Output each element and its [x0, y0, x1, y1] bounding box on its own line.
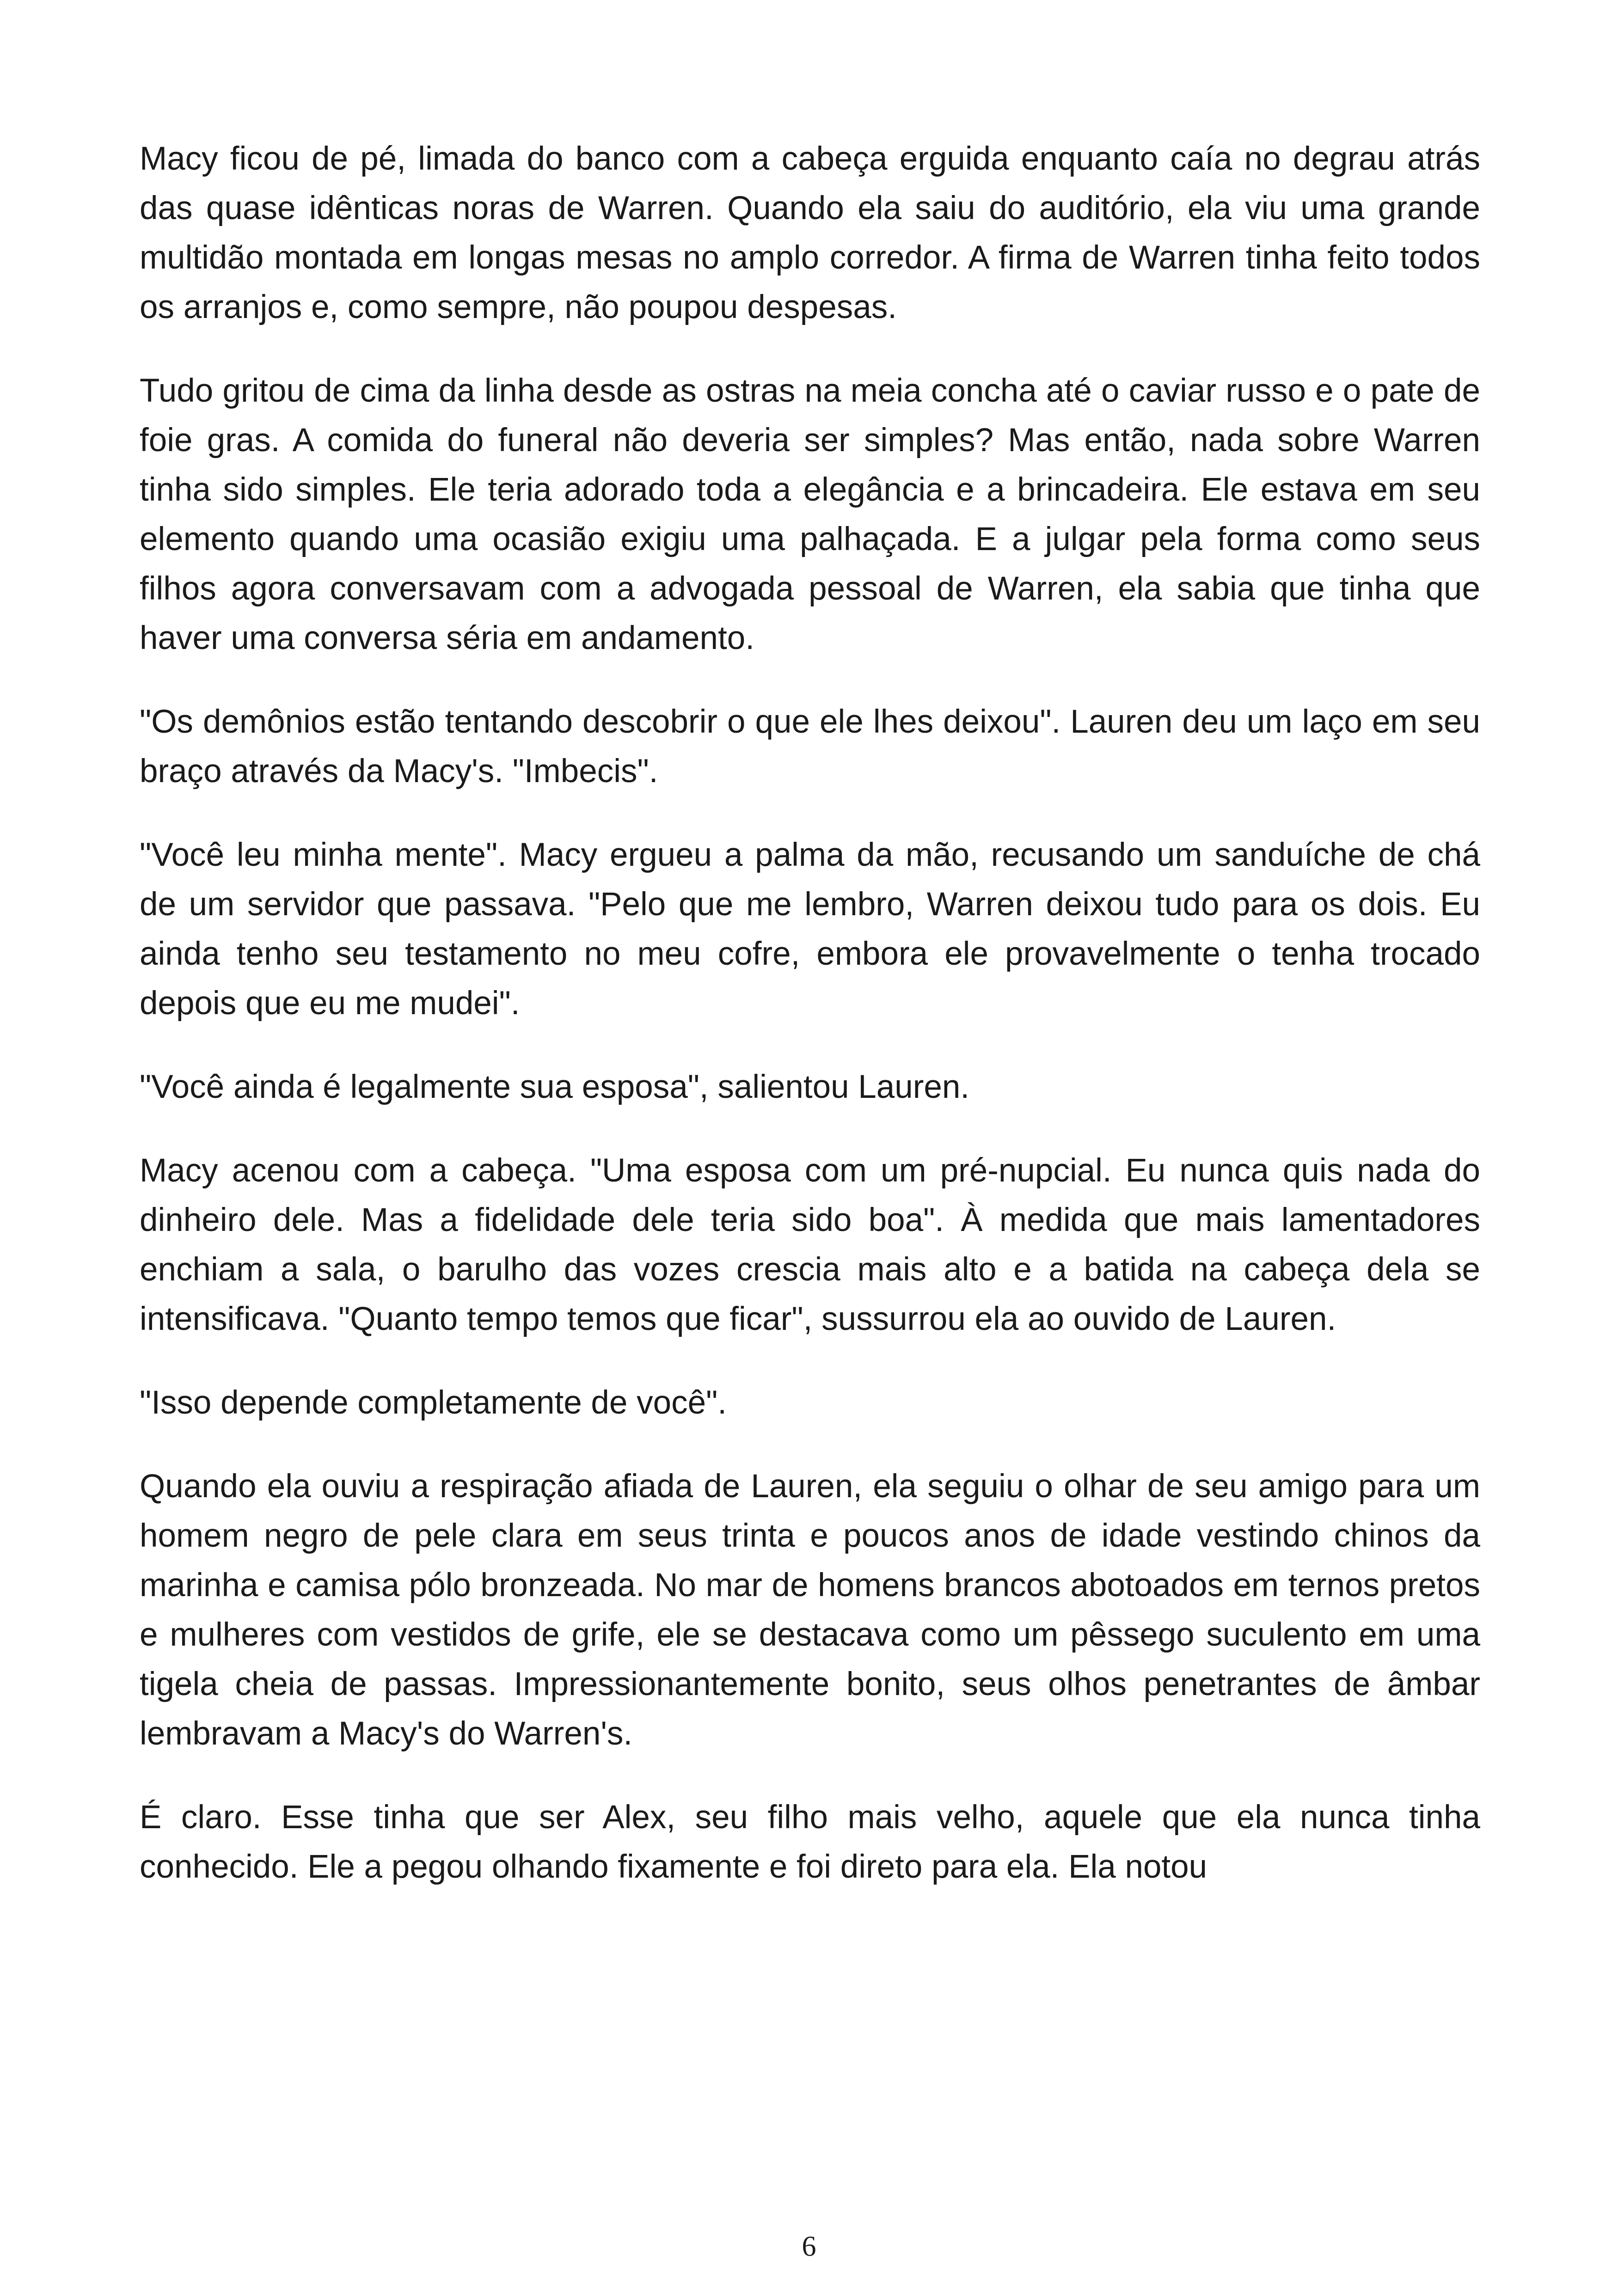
paragraph: "Você ainda é legalmente sua esposa", salientou Lauren. [140, 1069, 970, 1105]
paragraph: É claro. Esse tinha que ser Alex, seu filho mais velho, aquele que ela nunca tinha conhecido. Ele a pegou olhando fixamente e foi direto para ela. Ela notou [140, 1799, 1480, 1885]
page-number: 6 [802, 2231, 816, 2262]
body-text [140, 134, 1480, 1892]
paragraph: Macy ficou de pé, limada do banco com a cabeça erguida enquanto caía no degrau atrás das quase idênticas noras de Warren. Quando ela saiu do auditório, ela viu uma grande multidão montada em longas mesas no amplo corredor. A firma de Warren tinha feito todos os arranjos e, como sempre, não poupou despesas. [140, 141, 1480, 325]
paragraph: "Você leu minha mente". Macy ergueu a palma da mão, recusando um sanduíche de chá de um servidor que passava. "Pelo que me lembro, Warren deixou tudo para os dois. Eu ainda tenho seu testamento no meu cofre, embora ele provavelmente o tenha trocado depois que eu me mudei". [140, 837, 1480, 1022]
paragraph: Quando ela ouviu a respiração afiada de Lauren, ela seguiu o olhar de seu amigo para um homem negro de pele clara em seus trinta e poucos anos de idade vestindo chinos da marinha e camisa pólo bronzeada. No mar de homens brancos abotoados em ternos pretos e mulheres com vestidos de grife, ele se destacava como um pêssego suculento em uma tigela cheia de passas. Impressionantemente bonito, seus olhos penetrantes de âmbar lembravam a Macy's do Warren's. [140, 1468, 1480, 1752]
paragraph: "Isso depende completamente de você". [140, 1384, 727, 1421]
paragraph: "Os demônios estão tentando descobrir o que ele lhes deixou". Lauren deu um laço em seu braço através da Macy's. "Imbecis". [140, 704, 1480, 790]
paragraph: Tudo gritou de cima da linha desde as ostras na meia concha até o caviar russo e o pate de foie gras. A comida do funeral não deveria ser simples? Mas então, nada sobre Warren tinha sido simples. Ele teria adorado toda a elegância e a brincadeira. Ele estava em seu elemento quando uma ocasião exigiu uma palhaçada. E a julgar pela forma como seus filhos agora conversavam com a advogada pessoal de Warren, ela sabia que tinha que haver uma conversa séria em andamento. [140, 373, 1480, 656]
paragraph: Macy acenou com a cabeça. "Uma esposa com um pré-nupcial. Eu nunca quis nada do dinheiro dele. Mas a fidelidade dele teria sido boa". À medida que mais lamentadores enchiam a sala, o barulho das vozes crescia mais alto e a batida na cabeça dela se intensificava. "Quanto tempo temos que ficar", sussurrou ela ao ouvido de Lauren. [140, 1152, 1480, 1337]
